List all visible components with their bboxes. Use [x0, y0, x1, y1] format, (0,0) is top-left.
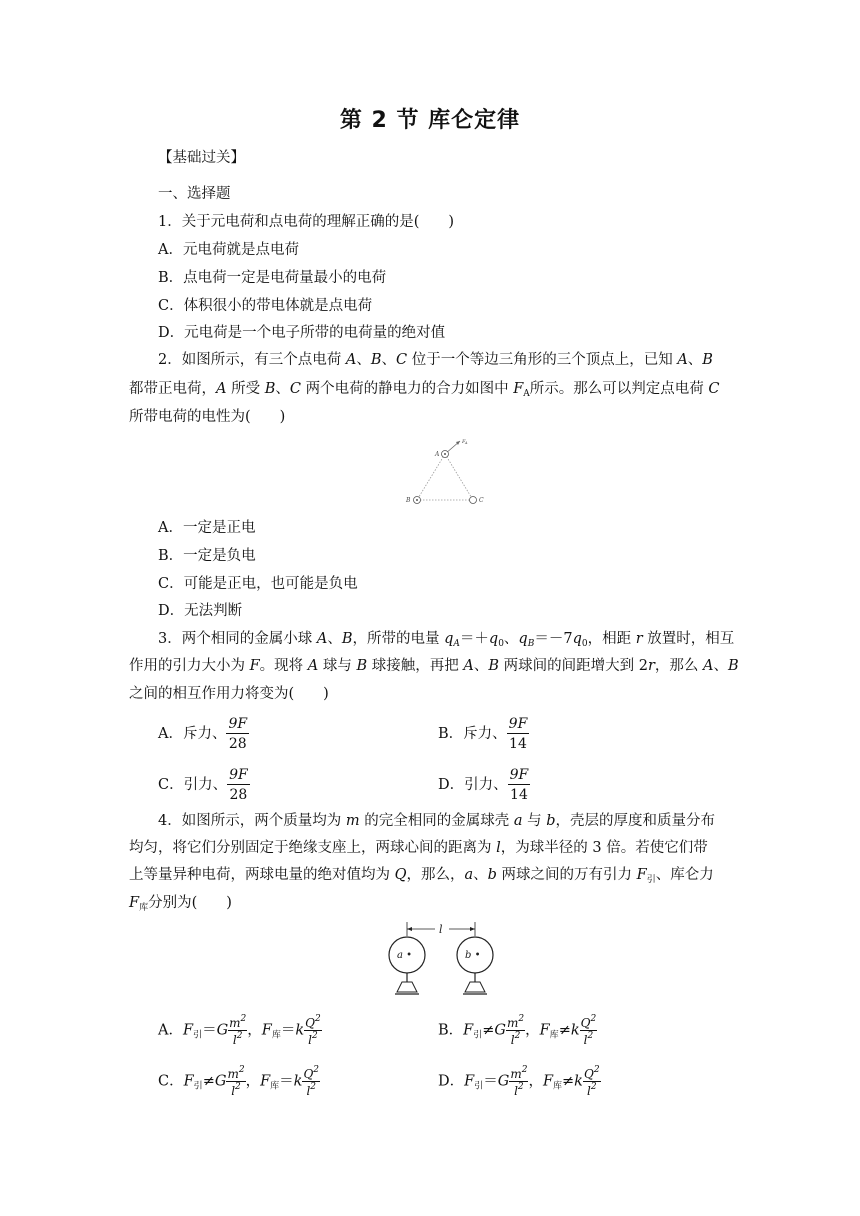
q4-stem-line4: $F_库$分别为( )	[129, 895, 232, 913]
distance-label: l	[439, 923, 443, 936]
q3-stem-line1: 3．两个相同的金属小球 A、B，所带的电量 $q_A=+q_0$、$q_B=-7q_0$，相距 r 放置时，相互	[158, 631, 735, 649]
q3-stem-line3: 之间的相互作用力将变为( )	[129, 686, 329, 702]
q3-stem-line2: 作用的引力大小为 F。现将 A 球与 B 球接触，再把 A、B 两球间的间距增大到 2r，那么 A、B	[129, 658, 739, 674]
q2-option-b: B．一定是负电	[158, 548, 256, 564]
label-b: B	[406, 497, 411, 504]
q1-option-c: C．体积很小的带电体就是点电荷	[158, 298, 373, 314]
q3-option-d: D．引力、 $\frac{9F}{14}$	[438, 767, 529, 803]
q1-option-b: B．点电荷一定是电荷量最小的电荷	[158, 270, 387, 286]
two-spheres-figure	[380, 918, 505, 1000]
q1-stem: 1．关于元电荷和点电荷的理解正确的是( )	[158, 214, 455, 230]
q4-option-b: B．$F_引\ne G$ $\frac{m^2}{l^2}$ ，$F_库\ne k$ $\frac{Q^2}{l^2}$	[438, 1014, 597, 1047]
q4-stem-line2: 均匀，将它们分别固定于绝缘支座上，两球心间的距离为 l，为球半径的 3 倍。若使它们带	[129, 840, 708, 856]
q4-option-d: D．$F_引=G$ $\frac{m^2}{l^2}$ ，$F_库\ne k$ $\frac{Q^2}{l^2}$	[438, 1065, 600, 1098]
q2-option-a: A．一定是正电	[158, 520, 256, 536]
q2-option-c: C．可能是正电，也可能是负电	[158, 576, 358, 592]
q2-stem-line3: 所带电荷的电性为( )	[129, 409, 286, 425]
label-fa-sub: A	[465, 441, 468, 445]
charge-c	[470, 497, 477, 504]
label-c: C	[479, 497, 484, 504]
stand-a	[397, 982, 417, 992]
stand-b	[465, 982, 485, 992]
q4-stem-line1: 4．如图所示，两个质量均为 m 的完全相同的金属球壳 a 与 b，壳层的厚度和质量分布	[158, 813, 715, 829]
q4-stem-line3: 上等量异种电荷，两球电量的绝对值均为 Q，那么，a、b 两球之间的万有引力 $F_引$、库仑力	[129, 867, 714, 885]
sphere-b-label: b •	[465, 950, 481, 961]
q2-stem-line2: 都带正电荷，A 所受 B、C 两个电荷的静电力的合力如图中 $F_A$所示。那么可以判定点电荷 C	[129, 381, 720, 399]
sphere-a-label: a •	[397, 950, 413, 961]
label-fa: F	[462, 439, 466, 445]
q4-option-a: A．$F_引=G$ $\frac{m^2}{l^2}$ ，$F_库=k$ $\frac{Q^2}{l^2}$	[158, 1014, 321, 1047]
q4-option-c: C．$F_引\ne G$ $\frac{m^2}{l^2}$ ，$F_库=k$ $\frac{Q^2}{l^2}$	[158, 1065, 320, 1098]
section-heading: 【基础过关】	[158, 150, 245, 166]
q3-option-c: C．引力、 $\frac{9F}{28}$	[158, 767, 248, 803]
page-title: 第 2 节 库仑定律	[339, 108, 521, 133]
part-heading: 一、选择题	[158, 186, 231, 202]
q2-option-d: D．无法判断	[158, 603, 243, 619]
q2-stem-line1: 2．如图所示，有三个点电荷 A、B、C 位于一个等边三角形的三个顶点上，已知 A、B	[158, 352, 713, 368]
q3-option-a: A．斥力、 $\frac{9F}{28}$	[158, 716, 248, 752]
label-a: A	[435, 451, 440, 458]
q1-option-d: D．元电荷是一个电子所带的电荷量的绝对值	[158, 325, 446, 341]
q3-option-b: B．斥力、 $\frac{9F}{14}$	[438, 716, 528, 752]
q1-option-a: A．元电荷就是点电荷	[158, 242, 299, 258]
triangle-charges-figure	[400, 432, 500, 510]
triangle-side-ab	[417, 454, 445, 500]
triangle-side-ac	[445, 454, 473, 500]
